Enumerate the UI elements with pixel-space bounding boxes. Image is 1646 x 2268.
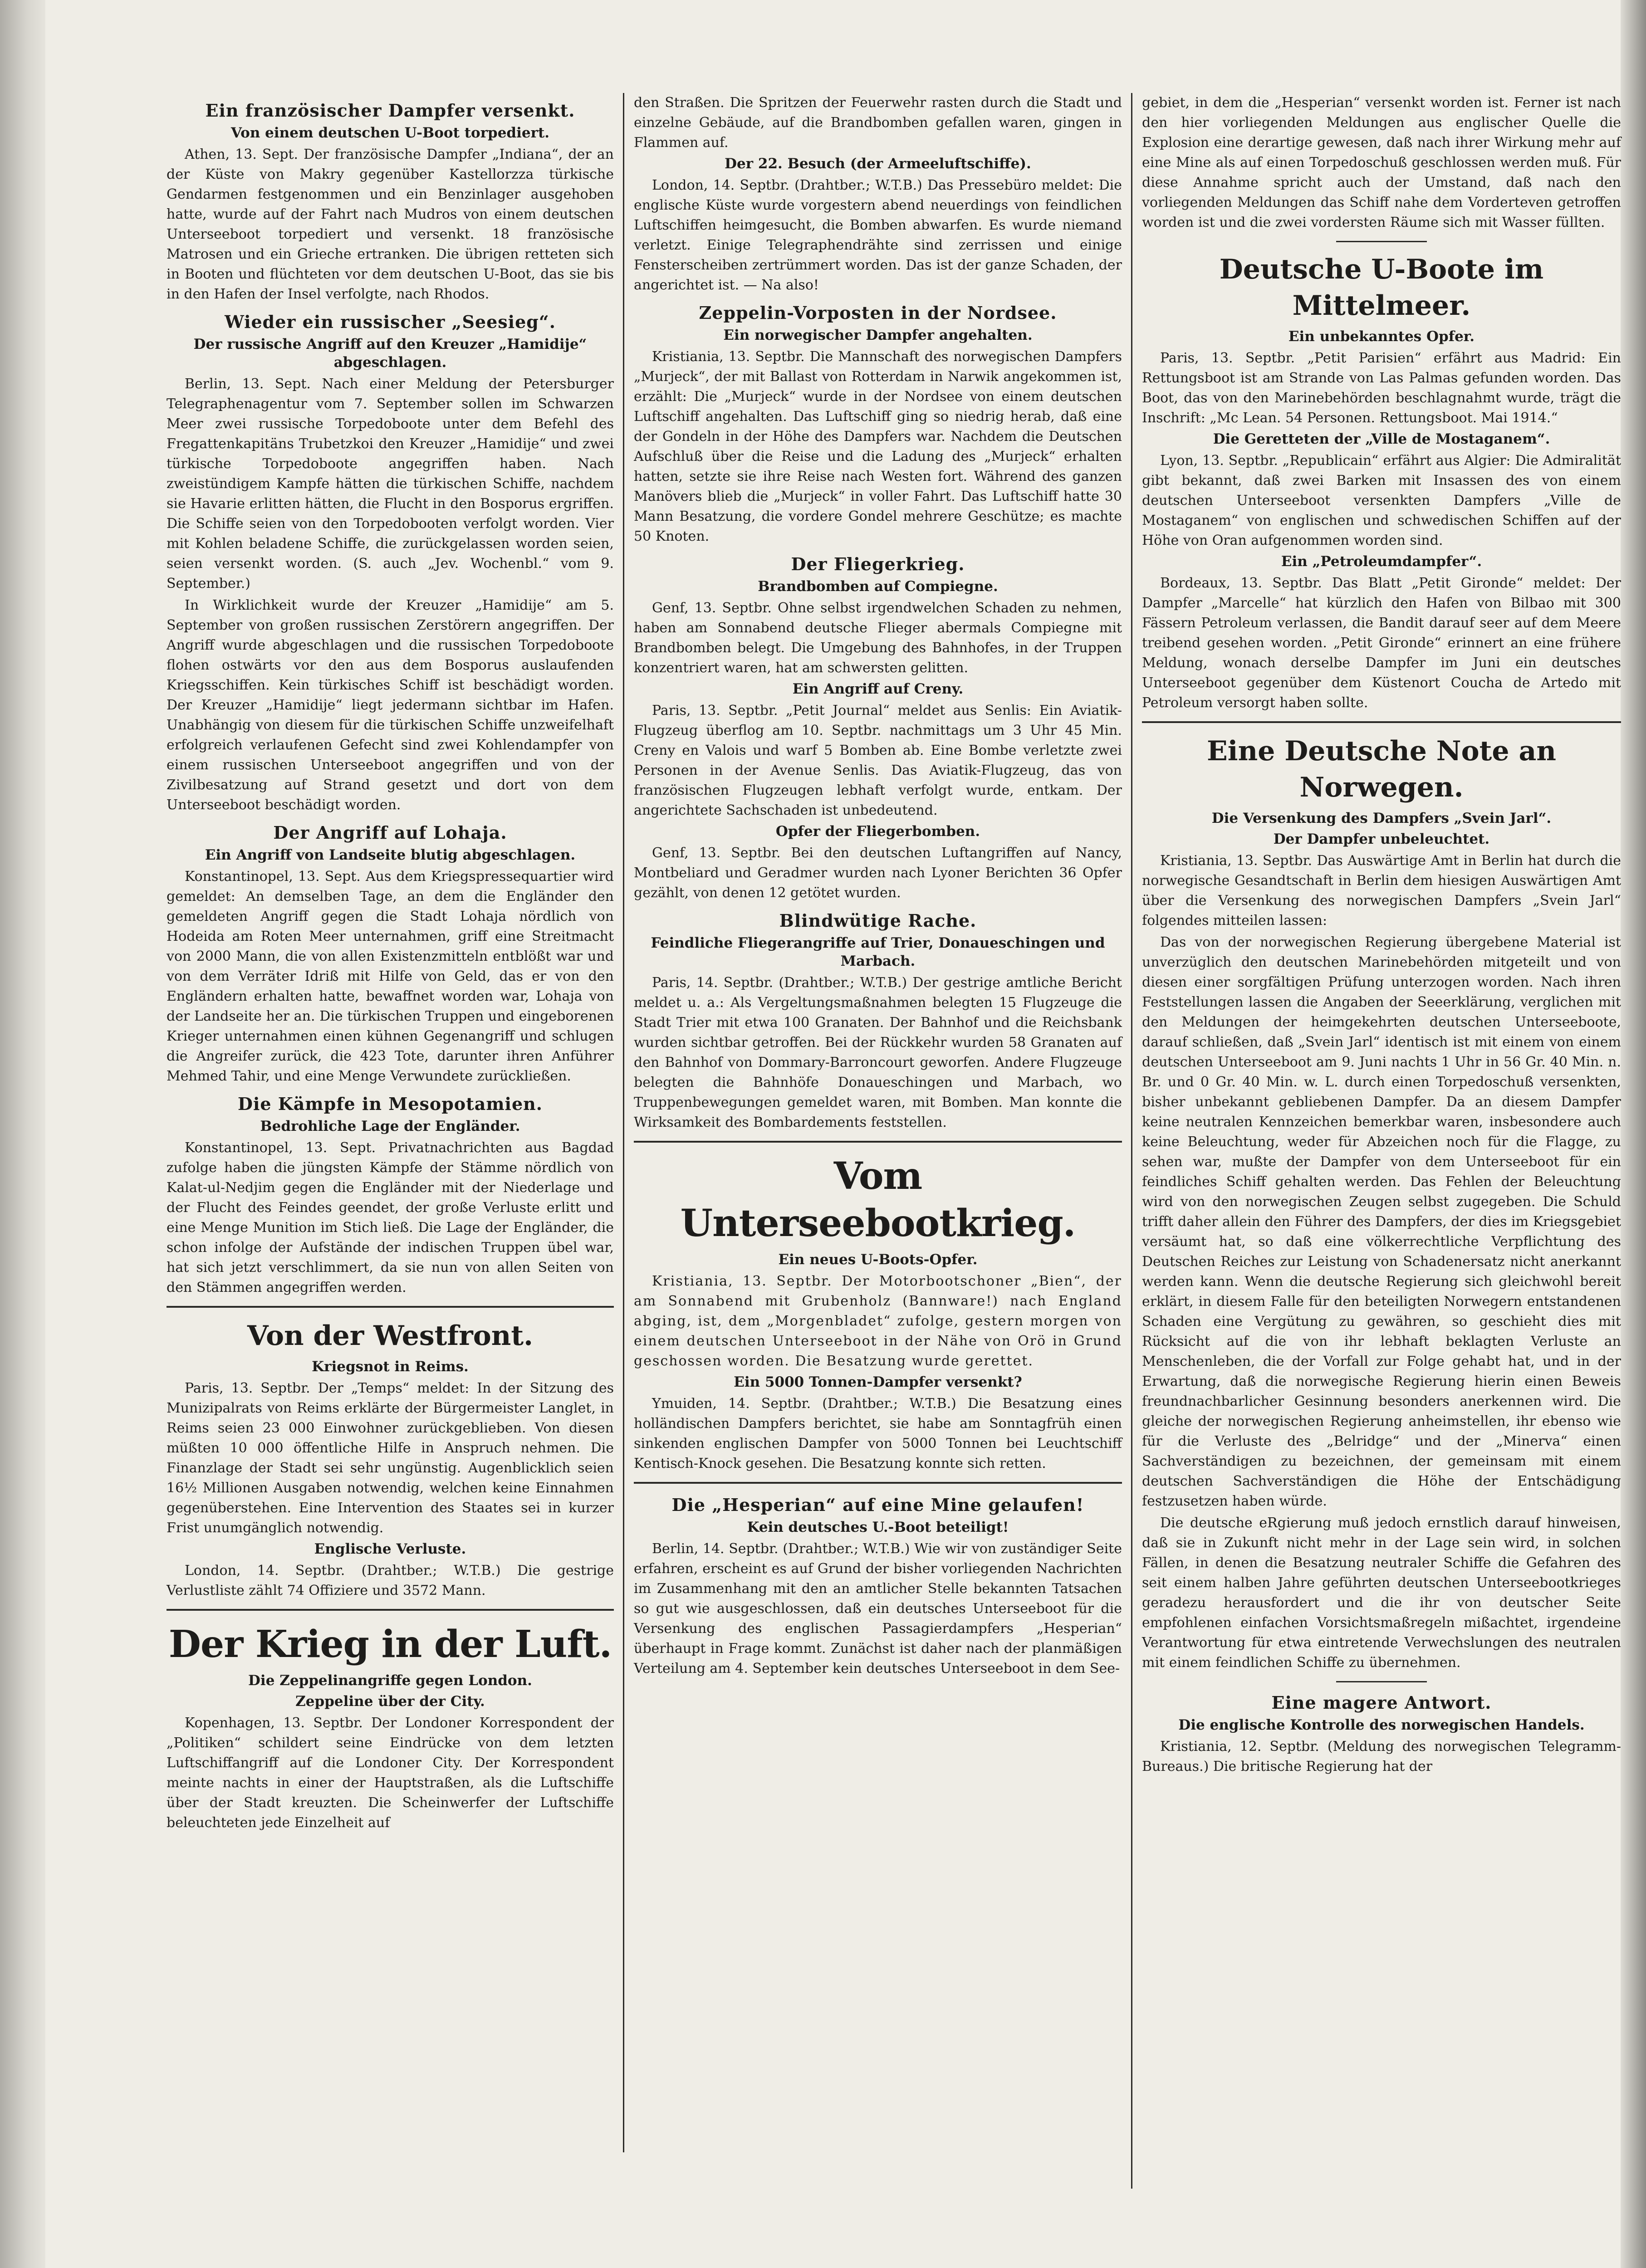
article-subheadline: Feindliche Fliegerangriffe auf Trier, Donaueschingen und Marbach. <box>651 935 1105 969</box>
article-text: Konstantinopel, 13. Sept. Aus dem Kriegspressequartier wird gemeldet: An demselben Tage, an dem die Engländer den gemeldeten Angriff gegen die Stadt Lohaja nördlich von Hodeida am Roten Meer unternahmen, griff eine Streitmacht von 2000 Mann, die von allen Existenzmitteln entblößt war und von dem Verräter Idriß mit Hilfe von Geld, das er von den Engländern erhalten hatte, bewaffnet worden war, Lohaja von der Landseite her an. Die türkischen Truppen und eingeborenen Krieger unternahmen einen kühnen Gegenangriff und schlugen die Angreifer zurück, die 423 Tote, darunter ihren Anführer Mehmed Tahir, und eine Menge Verwundete zurückließen. <box>167 869 614 1084</box>
section-rule <box>167 1609 614 1611</box>
article-text: Kristiania, 12. Septbr. (Meldung des norwegischen Telegramm-Bureaus.) Die britische Regierung hat der <box>1142 1739 1621 1774</box>
article-subheadline: Brandbomben auf Compiegne. <box>758 578 998 595</box>
section-rule <box>1142 721 1621 723</box>
section-rule <box>167 1306 614 1308</box>
article-text: Berlin, 14. Septbr. (Drahtber.; W.T.B.) Wie wir von zuständiger Seite erfahren, erscheint es auf Grund der bisher vorliegenden Nachrichten im Zusammenhang mit den an amtlicher Stelle bekannten Tatsachen so gut wie ausgeschlossen, daß ein deutsches Unterseeboot für die Versenkung des englischen Passagierdampfers „Hesperian“ überhaupt in Frage kommt. Zunächst ist daher nach der planmäßigen Verteilung am 4. September kein deutsches Unterseeboot in dem See- <box>634 1541 1122 1677</box>
article-headline: Zeppelin-Vorposten in der Nordsee. <box>699 303 1057 323</box>
article-text: Paris, 13. Septbr. Der „Temps“ meldet: In der Sitzung des Munizipalrats von Reims erklärte der Bürgermeister Langlet, in Reims seien 23 000 Einwohner zurückgeblieben. Von diesen müßten 10 000 öffentliche Hilfe in Anspruch nehmen. Die Finanzlage der Stadt sei sehr ungünstig. Augenblicklich seien 16½ Millionen Ausgaben notwendig, welchen keine Einnahmen gegenüberstehen. Eine Intervention des Staates sei in kurzer Frist unumgänglich notwendig. <box>167 1380 614 1536</box>
article-headline: Wieder ein russischer „Seesieg“. <box>225 312 556 332</box>
article-headline: Eine magere Antwort. <box>1271 1692 1492 1713</box>
article-text: London, 14. Septbr. (Drahtber.; W.T.B.) Das Pressebüro meldet: Die englische Küste wurde vorgestern abend neuerdings von feindlichen Luftschiffen heimgesucht, die Bomben abwarfen. Es wurde niemand verletzt. Einige Telegraphendrähte sind zerrissen und einige Fensterscheiben zertrümmert worden. Das ist der ganze Schaden, der angerichtet ist. — Na also! <box>634 177 1122 293</box>
article-subheadline: Ein Angriff von Landseite blutig abgeschlagen. <box>205 847 576 863</box>
article-text: Bordeaux, 13. Septbr. Das Blatt „Petit Gironde“ meldet: Der Dampfer „Marcelle“ hat kürzlich den Hafen von Bilbao mit 300 Fässern Petroleum verlassen, die Bandit darauf seer auf dem Meere treibend gesehen worden. „Petit Gironde“ erinnert an eine frühere Meldung, wonach derselbe Dampfer im Juni ein deutsches Unterseeboot gegenüber dem Küstenort Coucha de Artedo mit Petroleum versorgt haben sollte. <box>1142 575 1621 711</box>
article-text: Paris, 13. Septbr. „Petit Journal“ meldet aus Senlis: Ein Aviatik-Flugzeug überflog am 10. Septbr. nachmittags um 3 Uhr 45 Min. Creny en Valois und warf 5 Bomben ab. Eine Bombe verletzte zwei Personen in der Avenue Senlis. Das Aviatik-Flugzeug, das von französischen Flugzeugen lebhaft verfolgt wurde, entkam. Der angerichtete Sachschaden ist unbedeutend. <box>634 703 1122 818</box>
article-text: Kristiania, 13. Septbr. Der Motorbootschoner „Bien“, der am Sonnabend mit Grubenholz (Bannware!) nach England abging, ist, dem „Morgenbladet“ zufolge, gestern morgen von einem deutschen Unterseeboot in der Nähe von Orö in Grund geschossen worden. Die Besatzung wurde gerettet. <box>634 1273 1122 1369</box>
article-subheadline: Der Dampfer unbeleuchtet. <box>1273 831 1490 847</box>
article-subheadline: Ein Angriff auf Creny. <box>792 681 964 697</box>
article-text: Athen, 13. Sept. Der französische Dampfer „Indiana“, der an der Küste von Makry gegenüber Kastellorzza türkische Gendarmen festgenommen und ein Benzinlager ausgehoben hatte, wurde auf der Fahrt nach Mudros von einem deutschen Unterseeboot torpediert und versenkt. 18 französische Matrosen und ein Grieche ertranken. Die übrigen retteten sich in Booten und flüchteten vor dem deutschen U-Boot, das sie bis in den Hafen der Insel verfolgte, nach Rhodos. <box>167 147 614 302</box>
section-rule <box>1336 241 1427 242</box>
article-subheadline: Opfer der Fliegerbomben. <box>775 823 980 840</box>
article-subheadline: Ein unbekanntes Opfer. <box>1288 328 1475 345</box>
article-subheadline: Ein 5000 Tonnen-Dampfer versenkt? <box>734 1374 1022 1390</box>
article-text: Das von der norwegischen Regierung übergebene Material ist unverzüglich den deutschen Marinebehörden mitgeteilt und von diesen einer sorgfältigen Prüfung unterzogen worden. Nach ihren Feststellungen lassen die Angaben der Seeerklärung, verglichen mit den Meldungen der heimgekehrten deutschen Unterseeboote, darauf schließen, daß „Svein Jarl“ identisch ist mit einem von einem deutschen Unterseeboot am 9. Juni nachts 1 Uhr in 56 Gr. 40 Min. n. Br. und 0 Gr. 40 Min. w. L. durch einen Torpedoschuß versenkten, bisher unbekannt gebliebenen Dampfer. Da an diesem Dampfer keine neutralen Kennzeichen bemerkbar waren, insbesondere auch keine Beleuchtung, weder für Abzeichen noch für die Flagge, zu sehen war, mußte der Dampfer von dem Unterseeboot für ein feindliches Schiff gehalten werden. Das Fehlen der Beleuchtung wird von den norwegischen Zeugen selbst zugegeben. Die Schuld trifft daher allein den Führer des Dampfers, der dies im Kriegsgebiet versäumt hat, so daß eine völkerrechtliche Verpflichtung des Deutschen Reiches zur Leistung von Schadenersatz nicht anerkannt werden kann. Wenn die deutsche Regierung sich gleichwohl bereit erklärt, in diesem Falle für den beteiligten Norwegern entstandenen Schaden eine Vergütung zu gewähren, so geschieht dies mit Rücksicht auf die von ihr lebhaft beklagten Verluste an Menschenleben, die der Vorfall zur Folge gehabt hat, und in der Erwartung, daß die norwegische Regierung hierin einen Beweis freundnachbarlicher Gesinnung besonders anerkennen wird. Die gleiche der norwegischen Regierung anheimstellen, ihr ebenso wie für die Verluste des „Belridge“ und der „Minerva“ einen Sachverständigen zu bezeichnen, der gemeinsam mit einem deutschen Sachverständigen die Höhe der Entschädigung festzusetzen haben würde. <box>1142 934 1621 1509</box>
article-headline: Ein französischer Dampfer versenkt. <box>205 100 575 121</box>
article-subheadline: Die englische Kontrolle des norwegischen Handels. <box>1178 1717 1585 1733</box>
article-subheadline: Der 22. Besuch (der Armeeluftschiffe). <box>725 156 1031 172</box>
article-text: gebiet, in dem die „Hesperian“ versenkt worden ist. Ferner ist nach den hier vorliegenden Meldungen aus englischer Quelle die Explosion eine derartige gewesen, daß nach ihrer Wirkung mehr auf eine Mine als auf einen Torpedoschuß geschlossen werden muß. Für diese Annahme spricht auch der Umstand, daß nach den vorliegenden Meldungen das Schiff nahe dem Vorderteven getroffen worden ist und die zwei vordersten Räume sich mit Wasser füllten. <box>1142 95 1621 230</box>
section-rule <box>634 1482 1122 1484</box>
article-text: den Straßen. Die Spritzen der Feuerwehr rasten durch die Stadt und einzelne Gebäude, auf die Brandbomben gefallen waren, gingen in Flammen auf. <box>634 95 1122 151</box>
article-subheadline: Ein neues U-Boots-Opfer. <box>778 1251 978 1268</box>
article-text: Konstantinopel, 13. Sept. Privatnachrichten aus Bagdad zufolge haben die jüngsten Kämpfe der Stämme nördlich von Kalat-ul-Nedjim gegen die Engländer mit der Niederlage und der Flucht des Feindes geendet, der große Verluste erlitt und eine Menge Munition im Stich ließ. Die Lage der Engländer, die schon infolge der Aufstände der indischen Truppen übel war, hat sich jetzt verschlimmert, da sie nun von allen Seiten von den Stämmen angegriffen werden. <box>167 1140 614 1295</box>
article-text: Ymuiden, 14. Septbr. (Drahtber.; W.T.B.) Die Besatzung eines holländischen Dampfers berichtet, sie habe am Sonntagfrüh einen sinkenden englischen Dampfer von 5000 Tonnen bei Leuchtschiff Kentisch-Knock gesehen. Die Besatzung konnte sich retten. <box>634 1396 1122 1471</box>
article-headline: Die „Hesperian“ auf eine Mine gelaufen! <box>671 1495 1084 1515</box>
column-1 <box>157 93 624 2152</box>
article-subheadline: Kein deutsches U.-Boot beteiligt! <box>747 1519 1009 1535</box>
page-binding-shadow <box>0 0 45 2268</box>
section-rule <box>1336 1681 1427 1682</box>
section-headline: Deutsche U-Boote im Mittelmeer. <box>1219 254 1544 322</box>
article-subheadline: Ein „Petroleumdampfer“. <box>1281 553 1482 570</box>
article-subheadline: Die Zeppelinangriffe gegen London. <box>248 1672 532 1689</box>
article-subheadline: Kriegsnot in Reims. <box>312 1359 469 1375</box>
article-text: Kopenhagen, 13. Septbr. Der Londoner Korrespondent der „Politiken“ schildert seine Eindrücke von dem letzten Luftschiffangriff auf die Londoner City. Der Korrespondent meinte nachts in einer der Hauptstraßen, als die Luftschiffe über der Stadt kreuzten. Die Scheinwerfer der Luftschiffe beleuchteten jede Einzelheit auf <box>167 1715 614 1831</box>
column-2 <box>624 93 1132 2189</box>
column-3 <box>1132 93 1631 2225</box>
article-text: London, 14. Septbr. (Drahtber.; W.T.B.) Die gestrige Verlustliste zählt 74 Offiziere und 3572 Mann. <box>167 1563 614 1598</box>
article-subheadline: Zeppeline über der City. <box>295 1693 485 1710</box>
article-headline: Blindwütige Rache. <box>779 910 977 931</box>
article-subheadline: Englische Verluste. <box>314 1541 466 1557</box>
article-text: Lyon, 13. Septbr. „Republicain“ erfährt aus Algier: Die Admiralität gibt bekannt, daß zwei Barken mit Insassen des von einem deutschen Unterseeboot versenkten Dampfers „Ville de Mostaganem“ von englischen und schwedischen Schiffen auf der Höhe von Oran aufgenommen worden sind. <box>1142 453 1621 548</box>
article-subheadline: Ein norwegischer Dampfer angehalten. <box>723 327 1033 343</box>
section-rule <box>634 1141 1122 1143</box>
article-text: Genf, 13. Septbr. Ohne selbst irgendwelchen Schaden zu nehmen, haben am Sonnabend deutsche Flieger abermals Compiegne mit Brandbomben belegt. Die Umgebung des Bahnhofes, in der Truppen konzentriert waren, hat am schwersten gelitten. <box>634 600 1122 676</box>
article-text: Berlin, 13. Sept. Nach einer Meldung der Petersburger Telegraphenagentur vom 7. September sollen im Schwarzen Meer zwei russische Torpedoboote unter dem Befehl des Fregattenkapitäns Trubetzkoi den Kreuzer „Hamidije“ und zwei türkische Torpedoboote angegriffen haben. Nach zweistündigem Kampfe hätten die türkischen Schiffe, nachdem sie Havarie erlitten hätten, die Flucht in den Bosporus ergriffen. Die Schiffe seien von den Torpedobooten verfolgt worden. Vier mit Kohlen beladene Schiffe, die zurückgelassen worden seien, seien versenkt worden. (S. auch „Jev. Wochenbl.“ vom 9. September.) <box>167 376 614 591</box>
article-subheadline: Bedrohliche Lage der Engländer. <box>260 1118 520 1134</box>
article-text: Paris, 14. Septbr. (Drahtber.; W.T.B.) Der gestrige amtliche Bericht meldet u. a.: Als Vergeltungsmaßnahmen belegten 15 Flugzeuge die Stadt Trier mit etwa 100 Granaten. Der Bahnhof und die Reichsbank wurden sichtbar getroffen. Bei der Rückkehr wurden 58 Granaten auf den Bahnhof von Dommary-Barroncourt geworfen. Andere Flugzeuge belegten die Bahnhöfe Donaueschingen und Marbach, wo Truppenbewegungen gemeldet waren, mit Bomben. Man konnte die Wirksamkeit des Bombardements feststellen. <box>634 975 1122 1130</box>
article-subheadline: Die Geretteten der „Ville de Mostaganem“. <box>1213 431 1550 447</box>
article-text: Die deutsche eRgierung muß jedoch ernstlich darauf hinweisen, daß sie in Zukunft nicht mehr in der Lage sein wird, in solchen Fällen, in denen die Besatzung neutraler Schiffe die Gefahren des seit einem halben Jahre geführten deutschen Unterseebootkrieges geradezu herausfordert und die ihr von deutscher Seite empfohlenen einfachen Vorsichtsmaßregeln mißachtet, irgendeine Verantwortung für etwa eintretende Verwechslungen des neutralen mit einem feindlichen Schiffe zu übernehmen. <box>1142 1515 1621 1671</box>
section-headline: Eine Deutsche Note an Norwegen. <box>1207 735 1556 803</box>
article-text: Paris, 13. Septbr. „Petit Parisien“ erfährt aus Madrid: Ein Rettungsboot ist am Strande von Las Palmas gefunden worden. Das Boot, das von den Marinebehörden beschlagnahmt wurde, trägt die Inschrift: „Mc Lean. 54 Personen. Rettungsboot. Mai 1914.“ <box>1142 350 1621 426</box>
article-headline: Der Fliegerkrieg. <box>791 554 965 574</box>
article-subheadline: Der russische Angriff auf den Kreuzer „Hamidije“ abgeschlagen. <box>193 336 587 371</box>
article-text: Kristiania, 13. Septbr. Die Mannschaft des norwegischen Dampfers „Murjeck“, der mit Ballast von Rotterdam in Narwik angekommen ist, erzählt: Die „Murjeck“ wurde in der Nordsee von einem deutschen Luftschiff angehalten. Das Luftschiff ging so niedrig herab, daß eine der Gondeln in der Höhe des Dampfers war. Nachdem die Deutschen Aufschluß über die Reise und die Ladung des „Murjeck“ erhalten hatten, setzte sie ihre Reise nach Westen fort. Während des ganzen Manövers blieb die „Murjeck“ in voller Fahrt. Das Luftschiff hatte 30 Mann Besatzung, die vordere Gondel mehrere Geschütze; es machte 50 Knoten. <box>634 349 1122 544</box>
article-subheadline: Von einem deutschen U-Boot torpediert. <box>230 125 550 141</box>
article-headline: Der Angriff auf Lohaja. <box>273 822 507 843</box>
section-headline: Der Krieg in der Luft. <box>168 1623 612 1666</box>
article-headline: Die Kämpfe in Mesopotamien. <box>237 1094 543 1114</box>
article-text: Genf, 13. Septbr. Bei den deutschen Luftangriffen auf Nancy, Montbeliard und Geradmer wurden nach Lyoner Berichten 36 Opfer gezählt, von denen 12 getötet wurden. <box>634 845 1122 901</box>
article-subheadline: Die Versenkung des Dampfers „Svein Jarl“. <box>1211 810 1552 826</box>
section-headline: Von der Westfront. <box>247 1320 534 1352</box>
article-text: Kristiania, 13. Septbr. Das Auswärtige Amt in Berlin hat durch die norwegische Gesandtschaft in Berlin dem hiesigen Auswärtigen Amt über die Versenkung des norwegischen Dampfers „Svein Jarl“ folgendes mitteilen lassen: <box>1142 853 1621 929</box>
article-text: In Wirklichkeit wurde der Kreuzer „Hamidije“ am 5. September von großen russischen Zerstörern angegriffen. Der Angriff wurde abgeschlagen und die russischen Torpedoboote flohen ostwärts vor den aus dem Bosporus auslaufenden Kriegsschiffen. Kein türkisches Schiff ist beschädigt worden. Der Kreuzer „Hamidije“ liegt jedermann sichtbar im Hafen. Unabhängig von diesem für die türkischen Schiffe unzweifelhaft erfolgreich verlaufenen Gefecht sind zwei Kohlendampfer von einem russischen Unterseeboot angegriffen und von der Zivilbesatzung auf Strand gesetzt und dort von dem Unterseeboot beschädigt worden. <box>167 597 614 813</box>
section-headline: Vom Unterseebootkrieg. <box>680 1154 1076 1245</box>
